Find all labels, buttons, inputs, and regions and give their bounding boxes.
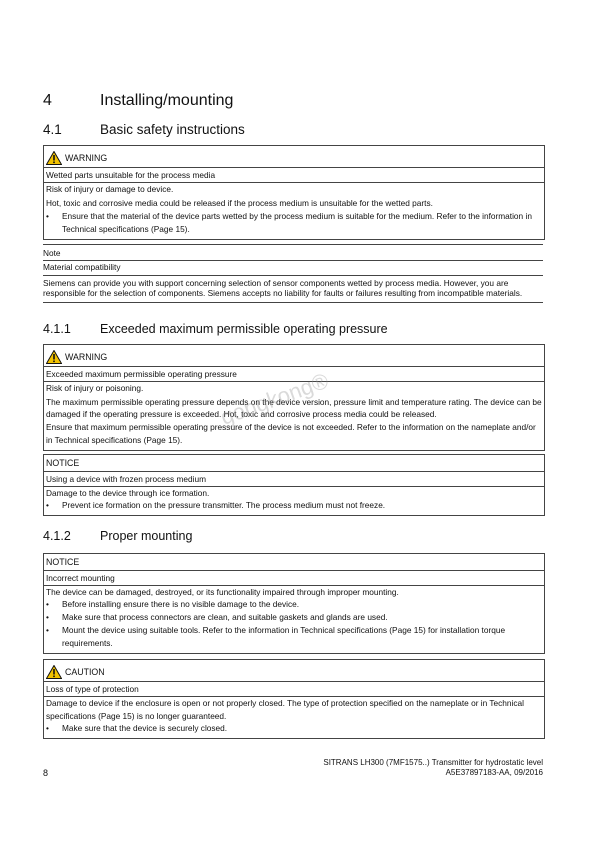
footer-product: SITRANS LH300 (7MF1575..) Transmitter for hydrostatic level (323, 758, 543, 767)
subsection-number: 4.1.1 (43, 322, 71, 336)
caution-triangle-icon (46, 665, 62, 679)
section-heading (43, 122, 245, 137)
notice-subtitle: Using a device with frozen process medium (44, 473, 544, 487)
warning-subtitle: Exceeded maximum permissible operating pressure (44, 368, 544, 382)
warning-line: Ensure that maximum permissible operating pressure of the device is not exceeded. Refer to the information on the nameplate and/or in Technical specifications (Page 15). (46, 422, 536, 445)
footer-doc-id: A5E37897183-AA, 09/2016 (445, 768, 543, 777)
section-number: 4.1 (43, 122, 62, 137)
notice-line: Damage to the device through ice formation. (46, 487, 210, 498)
caution-box-protection (43, 659, 545, 739)
warning-label: WARNING (65, 351, 108, 362)
warning-box-operating-pressure (43, 344, 545, 451)
warning-line: Risk of injury or damage to device. (46, 183, 174, 194)
note-box-material-compatibility (43, 244, 543, 303)
bullet-item: • Ensure that the material of the device parts wetted by the process medium is suitable for the medium. Refer to the information in Technical specifications (Page 15). (46, 210, 542, 236)
bullet-text: Ensure that the material of the device parts wetted by the process medium is suitable for the medium. Refer to the information in Technical specifications (Page 15). (62, 211, 532, 235)
chapter-title: Installing/mounting (100, 92, 234, 109)
bullet-item: • Make sure that the device is securely closed. (46, 723, 228, 734)
warning-line: Risk of injury or poisoning. (46, 382, 144, 393)
caution-subtitle: Loss of type of protection (44, 683, 544, 697)
warning-line: The maximum permissible operating pressure depends on the device version, pressure limit and temperature rating. The device can be damaged if the operating pressure is exceeded. Hot, toxic and corrosive process media could be released. (46, 396, 542, 420)
caution-header (44, 660, 544, 682)
section-title: Basic safety instructions (100, 122, 245, 137)
footer-info (323, 758, 543, 778)
caution-label: CAUTION (65, 666, 105, 677)
chapter-heading (43, 92, 233, 110)
notice-box-incorrect-mounting (43, 553, 545, 654)
note-label: Note (43, 248, 543, 261)
chapter-number: 4 (43, 92, 52, 109)
warning-header (44, 146, 544, 168)
bullet-text: Make sure that the device is securely closed. (62, 723, 228, 734)
watermark: gongkong® (217, 367, 332, 430)
subsection-heading (43, 322, 388, 336)
subsection-title: Exceeded maximum permissible operating pressure (100, 322, 388, 336)
note-text: Siemens can provide you with support concerning selection of sensor components wetted by process media. However, you are responsible for the selection of components. Siemens accepts no liability for faults or failures resulting from incompatible materials. (43, 277, 523, 299)
page-number: 8 (43, 768, 49, 778)
caution-line: Damage to device if the enclosure is open or not properly closed. The type of protection specified on the nameplate or in Technical specifications (Page 15) is no longer guaranteed. (46, 697, 524, 721)
bullet-text: Mount the device using suitable tools. Refer to the information in Technical specifications (Page 15) for installation torque requirements. (62, 624, 506, 648)
warning-triangle-icon (46, 151, 62, 165)
warning-subtitle: Wetted parts unsuitable for the process media (44, 169, 544, 183)
bullet-text: Before installing ensure there is no visible damage to the device. (62, 599, 300, 610)
warning-triangle-icon (46, 350, 62, 364)
subsection-heading (43, 529, 192, 543)
bullet-item: • Before installing ensure there is no visible damage to the device. (46, 599, 300, 610)
warning-label: WARNING (65, 152, 108, 163)
notice-subtitle: Incorrect mounting (44, 572, 544, 586)
notice-label: NOTICE (46, 557, 80, 567)
bullet-item: • Make sure that process connectors are clean, and suitable gaskets and glands are used. (46, 612, 388, 623)
bullet-text: Make sure that process connectors are clean, and suitable gaskets and glands are used. (62, 612, 388, 623)
notice-label: NOTICE (46, 458, 80, 468)
warning-line: Hot, toxic and corrosive media could be released if the process medium is unsuitable for the wetted parts. (46, 197, 433, 208)
warning-header (44, 345, 544, 367)
bullet-item: • Prevent ice formation on the pressure transmitter. The process medium must not freeze. (46, 500, 386, 511)
bullet-item: • Mount the device using suitable tools. Refer to the information in Technical specifications (Page 15) for installation torque requirements. (46, 624, 542, 650)
subsection-title: Proper mounting (100, 529, 193, 543)
notice-box-frozen-medium (43, 454, 545, 516)
notice-line: The device can be damaged, destroyed, or its functionality impaired through improper mounting. (46, 586, 399, 597)
note-subtitle: Material compatibility (43, 262, 543, 275)
bullet-text: Prevent ice formation on the pressure transmitter. The process medium must not freeze. (62, 500, 386, 511)
notice-header (44, 455, 544, 472)
subsection-number: 4.1.2 (43, 529, 71, 543)
warning-box-wetted-parts (43, 145, 545, 240)
notice-header (44, 554, 544, 571)
